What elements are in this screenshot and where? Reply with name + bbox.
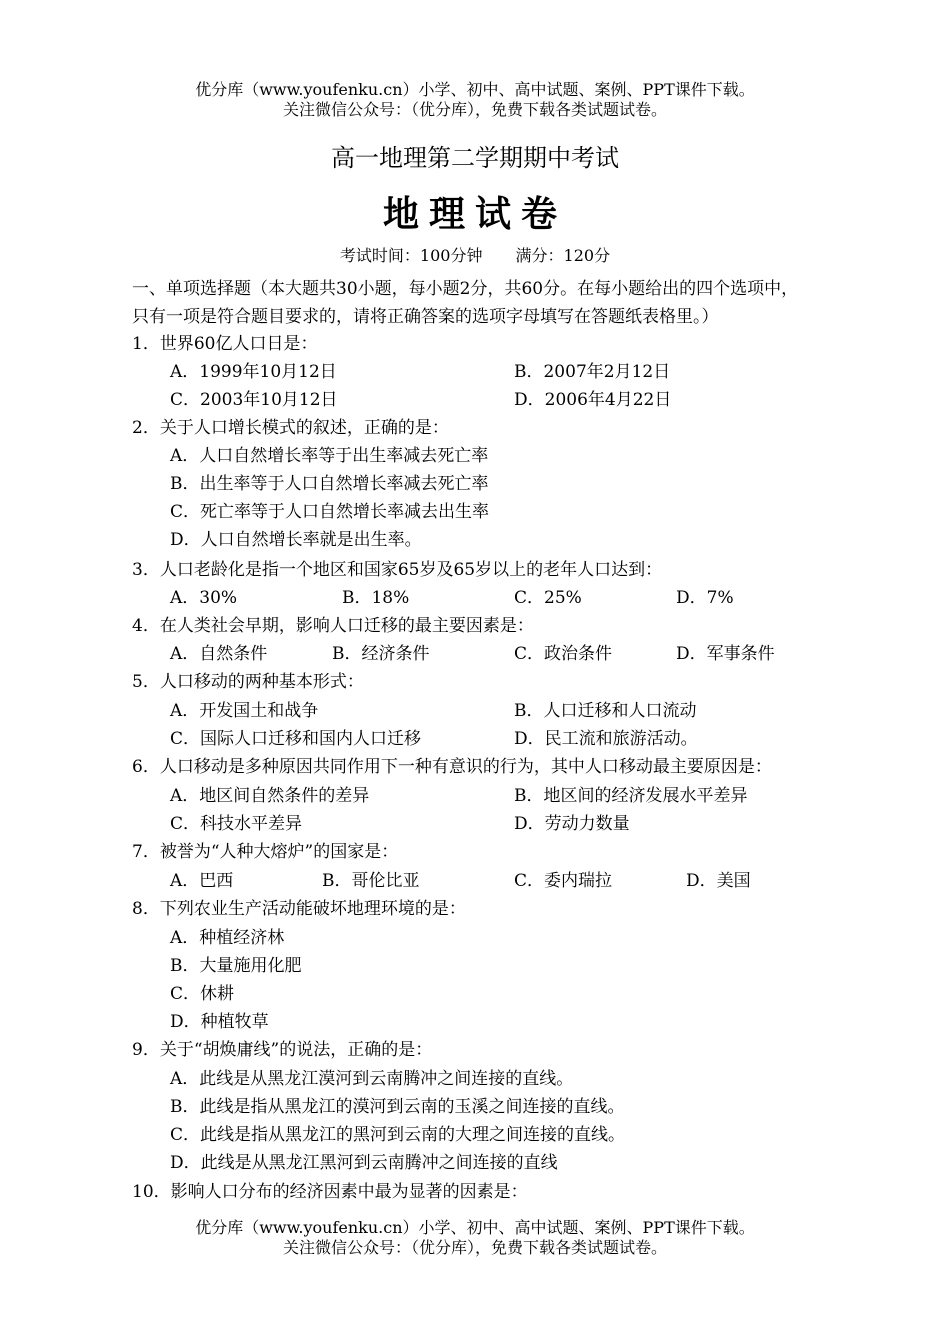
option-b: B．出生率等于人口自然增长率减去死亡率: [170, 474, 489, 494]
exam-title: 地理试卷: [382, 193, 567, 235]
option-a: A．1999年10月12日: [170, 362, 337, 382]
exam-score: 满分：120分: [515, 246, 611, 265]
option-b: B．18%: [342, 588, 410, 608]
question-stem: 7．被誉为“人种大熔炉”的国家是：: [132, 842, 399, 862]
option-c: C．此线是指从黑龙江的黑河到云南的大理之间连接的直线。: [170, 1125, 626, 1145]
question-stem: 8．下列农业生产活动能破坏地理环境的是：: [132, 899, 466, 919]
option-c: C．政治条件: [514, 644, 613, 664]
section-line-2: 只有一项是符合题目要求的，请将正确答案的选项字母填写在答题纸表格里。）: [132, 307, 719, 327]
option-b: B．2007年2月12日: [514, 362, 671, 382]
question-stem: 2．关于人口增长模式的叙述，正确的是：: [132, 418, 449, 438]
option-d: D．美国: [686, 871, 751, 891]
option-a: A．巴西: [170, 871, 234, 891]
option-d: D．7%: [676, 588, 734, 608]
section-line-1: 一、单项选择题（本大题共30小题，每小题2分，共60分。在每小题给出的四个选项中，: [132, 279, 799, 299]
option-a: A．30%: [170, 588, 238, 608]
option-d: D．人口自然增长率就是出生率。: [170, 530, 422, 550]
option-d: D．2006年4月22日: [514, 390, 672, 410]
question-stem: 5．人口移动的两种基本形式：: [132, 672, 364, 692]
question-stem: 10．影响人口分布的经济因素中最为显著的因素是：: [132, 1182, 528, 1202]
question-stem: 3．人口老龄化是指一个地区和国家65岁及65岁以上的老年人口达到：: [132, 560, 663, 580]
option-c: C．科技水平差异: [170, 814, 303, 834]
header-line-1: 优分库（www.youfenku.cn）小学、初中、高中试题、案例、PPT课件下载。: [195, 80, 755, 99]
option-a: A．地区间自然条件的差异: [170, 786, 370, 806]
option-c: C．25%: [514, 588, 582, 608]
option-d: D．种植牧草: [170, 1012, 269, 1032]
page-footer: [0, 1218, 950, 1258]
question-stem: 4．在人类社会早期，影响人口迁移的最主要因素是：: [132, 616, 534, 636]
option-b: B．此线是指从黑龙江的漠河到云南的玉溪之间连接的直线。: [170, 1097, 625, 1117]
option-c: C．委内瑞拉: [514, 871, 613, 891]
option-b: B．大量施用化肥: [170, 956, 302, 976]
exam-meta: [0, 246, 950, 266]
option-b: B．经济条件: [332, 644, 430, 664]
header-line-2: 关注微信公众号：（优分库），免费下载各类试题试卷。: [282, 100, 667, 119]
option-a: A．开发国土和战争: [170, 701, 319, 721]
option-b: B．人口迁移和人口流动: [514, 701, 697, 721]
question-stem: 1．世界60亿人口日是：: [132, 334, 318, 354]
section-instructions: [132, 275, 892, 331]
page-header: [0, 80, 950, 120]
exam-subtitle: 高一地理第二学期期中考试: [331, 144, 619, 172]
option-d: D．军事条件: [676, 644, 775, 664]
option-b: B．地区间的经济发展水平差异: [514, 786, 748, 806]
footer-line-1: 优分库（www.youfenku.cn）小学、初中、高中试题、案例、PPT课件下载。: [195, 1218, 755, 1237]
option-a: A．人口自然增长率等于出生率减去死亡率: [170, 446, 489, 466]
question-stem: 9．关于“胡焕庸线”的说法，正确的是：: [132, 1040, 433, 1060]
option-a: A．种植经济林: [170, 928, 285, 948]
option-d: D．此线是从黑龙江黑河到云南腾冲之间连接的直线: [170, 1153, 558, 1173]
exam-time: 考试时间：100分钟: [339, 246, 483, 265]
question-stem: 6．人口移动是多种原因共同作用下一种有意识的行为，其中人口移动最主要原因是：: [132, 757, 772, 777]
option-d: D．民工流和旅游活动。: [514, 729, 698, 749]
option-c: C．国际人口迁移和国内人口迁移: [170, 729, 422, 749]
option-c: C．死亡率等于人口自然增长率减去出生率: [170, 502, 490, 522]
option-b: B．哥伦比亚: [322, 871, 420, 891]
option-c: C．2003年10月12日: [170, 390, 338, 410]
option-a: A．此线是从黑龙江漠河到云南腾冲之间连接的直线。: [170, 1069, 574, 1089]
option-d: D．劳动力数量: [514, 814, 630, 834]
footer-line-2: 关注微信公众号：（优分库），免费下载各类试题试卷。: [282, 1238, 667, 1257]
option-c: C．休耕: [170, 984, 235, 1004]
option-a: A．自然条件: [170, 644, 268, 664]
